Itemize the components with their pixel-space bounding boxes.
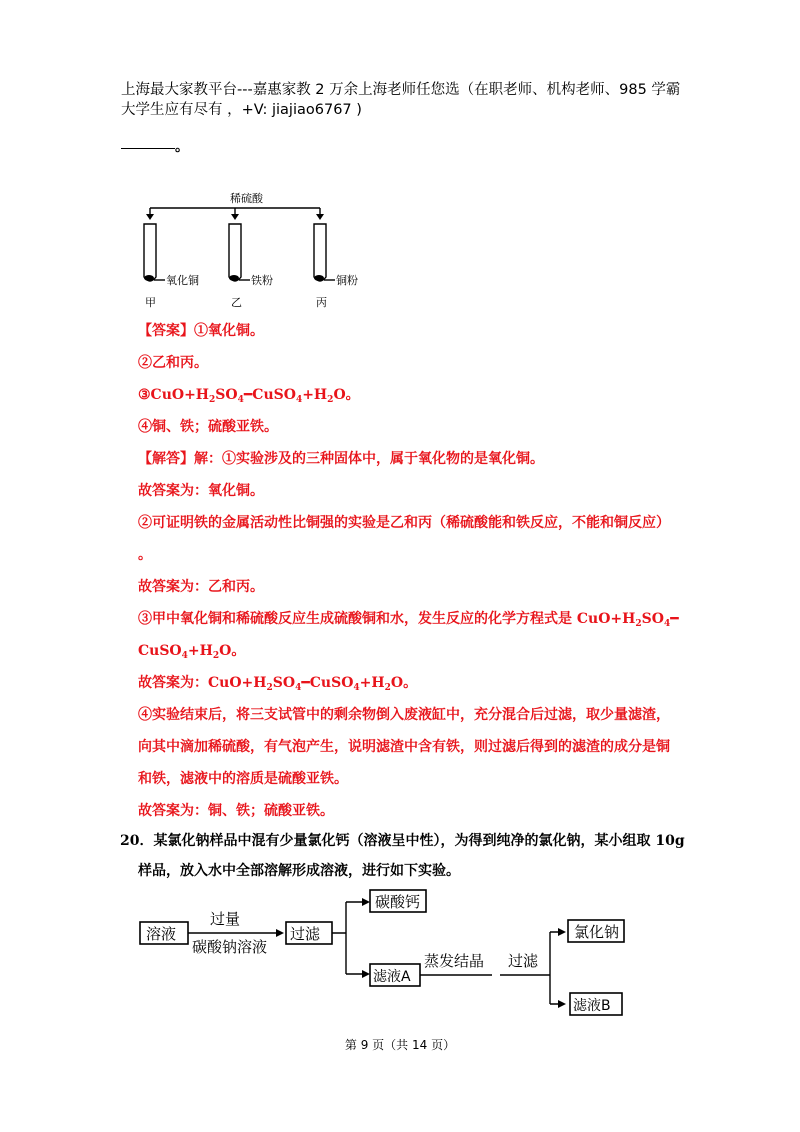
answer-line-4: ④铜、铁；硫酸亚铁。 <box>138 419 278 435</box>
filtrate-a-label: 滤液A <box>373 969 411 985</box>
tube1-name: 甲 <box>145 296 156 309</box>
arrow-icon <box>362 970 370 978</box>
arrow-icon <box>558 928 566 936</box>
arrow-icon <box>276 929 284 937</box>
test-tube-figure <box>135 190 375 315</box>
analysis-line-4a: ④实验结束后，将三支试管中的剩余物倒入废液缸中，充分混合后过滤，取少量滤渣， <box>138 707 670 723</box>
blank-period: 。 <box>175 139 189 155</box>
answer-line-3: $③CuO+H_2SO_4━CuSO_4+H_2O$。 <box>138 387 360 405</box>
answer-line-1: 【答案】①氧化铜。 <box>138 323 264 339</box>
header-line-2: 大学生应有尽有 ，+V: jiajiao6767 ) <box>121 102 362 118</box>
reagent-bottom-label: 碳酸钠溶液 <box>192 938 268 956</box>
test-tube-3 <box>314 224 326 281</box>
filter-2-label: 过滤 <box>508 952 539 970</box>
filter-1-label: 过滤 <box>290 925 321 943</box>
analysis-key-4: 故答案为：铜、铁；硫酸亚铁。 <box>138 803 334 819</box>
analysis-line-4c: 和铁，滤液中的溶质是硫酸亚铁。 <box>138 771 348 787</box>
iron-powder <box>229 275 239 281</box>
copper-powder <box>314 275 324 281</box>
arrow-icon <box>362 898 370 906</box>
arrow-icon <box>231 214 239 220</box>
analysis-line-1: 【解答】解：①实验涉及的三种固体中，属于氧化物的是氧化铜。 <box>138 451 544 467</box>
tube2-reagent-label: 铁粉 <box>251 274 273 287</box>
solution-label: 溶液 <box>146 925 177 943</box>
analysis-line-3a: ③甲中氧化铜和稀硫酸反应生成硫酸铜和水，发生反应的化学方程式是 $CuO+H_2SO_4━$ <box>138 611 679 629</box>
analysis-line-4b: 向其中滴加稀硫酸，有气泡产生，说明滤渣中含有铁，则过滤后得到的滤渣的成分是铜 <box>138 739 670 755</box>
arrow-icon <box>146 214 154 220</box>
answer-tag: 【答案】 <box>138 323 194 339</box>
dilute-acid-label: 稀硫酸 <box>230 192 263 205</box>
answer-line-2: ②乙和丙。 <box>138 355 208 371</box>
question-number: 20． <box>120 833 154 849</box>
tube2-name: 乙 <box>231 296 242 309</box>
reagent-top-label: 过量 <box>210 910 241 928</box>
test-tube-1 <box>144 224 156 281</box>
copper-oxide-powder <box>144 275 154 281</box>
test-tube-2 <box>229 224 241 281</box>
analysis-key-2: 故答案为：乙和丙。 <box>138 579 264 595</box>
precipitate-label: 碳酸钙 <box>375 893 421 911</box>
question-20-line-1: 20．某氯化钠样品中混有少量氯化钙（溶液呈中性），为得到纯净的氯化钠，某小组取 10g <box>120 833 685 849</box>
analysis-line-2b: 。 <box>138 547 152 563</box>
arrow-icon <box>558 1000 566 1008</box>
filtrate-b-label: 滤液B <box>573 998 611 1014</box>
page-footer: 第 9 页（共 14 页） <box>344 1038 456 1052</box>
analysis-line-3b: $CuSO_4+H_2O$。 <box>138 643 246 661</box>
question-20-line-2: 样品，放入水中全部溶解形成溶液，进行如下实验。 <box>138 863 460 879</box>
analysis-line-2a: ②可证明铁的金属活动性比铜强的实验是乙和丙（稀硫酸能和铁反应，不能和铜反应） <box>138 515 670 531</box>
tube3-name: 丙 <box>316 296 327 309</box>
tube1-reagent-label: 氧化铜 <box>166 274 199 287</box>
nacl-label: 氯化钠 <box>574 923 620 941</box>
answer-blank <box>121 148 175 149</box>
analysis-key-1: 故答案为：氧化铜。 <box>138 483 264 499</box>
experiment-flowchart <box>130 880 650 1025</box>
analysis-tag: 【解答】 <box>138 451 194 467</box>
arrow-icon <box>316 214 324 220</box>
header-line-1: 上海最大家教平台---嘉惠家教 2 万余上海老师任您选（在职老师、机构老师、985 学霸 <box>121 82 681 98</box>
evaporate-label: 蒸发结晶 <box>424 952 485 970</box>
analysis-key-3: 故答案为：$CuO+H_2SO_4━CuSO_4+H_2O$。 <box>138 675 418 693</box>
tube3-reagent-label: 铜粉 <box>336 274 358 287</box>
